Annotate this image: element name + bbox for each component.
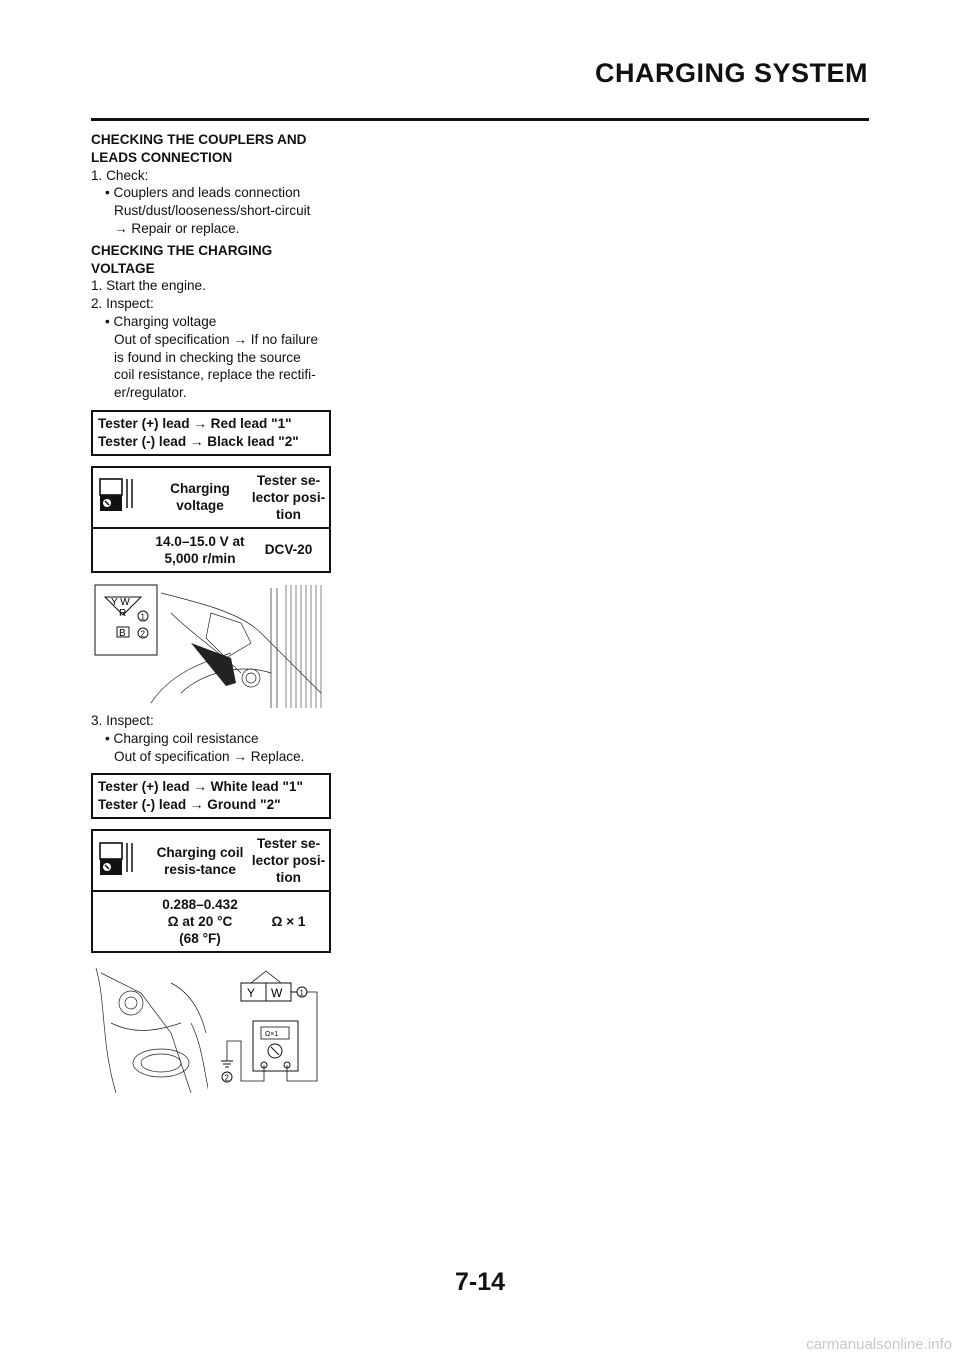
bullet-couplers: • Couplers and leads connection <box>105 185 301 201</box>
step-inspect-3: 3. Inspect: <box>91 712 154 728</box>
multimeter-icon-2 <box>92 830 152 891</box>
tester-plus: Tester (+) lead → Red lead "1" <box>98 415 292 431</box>
text-spec-2: is found in checking the source <box>114 349 301 365</box>
engine-illustration <box>151 588 321 708</box>
tester-minus: Tester (-) lead → Black lead "2" <box>98 433 299 449</box>
value-selector-position-2: Ω × 1 <box>248 891 330 952</box>
value-charging-voltage: 14.0–15.0 V at 5,000 r/min <box>152 528 248 572</box>
value-coil-resistance: 0.288–0.432 Ω at 20 °C (68 °F) <box>152 891 248 952</box>
step-inspect: 2. Inspect: <box>91 296 154 312</box>
section-heading-voltage-2: VOLTAGE <box>91 260 155 276</box>
step-check: 1. Check: <box>91 167 149 183</box>
bullet-charging-voltage: • Charging voltage <box>105 313 217 329</box>
text-repair: → Repair or replace. <box>114 220 240 236</box>
text-spec-4: er/regulator. <box>114 385 187 401</box>
section-heading-couplers: CHECKING THE COUPLERS AND <box>91 132 307 147</box>
text-spec-1: Out of specification → If no failure <box>114 331 319 347</box>
watermark: carmanualsonline.info <box>806 1336 952 1353</box>
lead-y-label: Y <box>247 986 256 1001</box>
main-column <box>91 131 331 1098</box>
lead-b-label: B <box>119 627 126 639</box>
tester-minus-2: Tester (-) lead → Ground "2" <box>98 797 281 813</box>
col-charging-voltage: Charging voltage <box>170 481 230 514</box>
value-selector-position: DCV-20 <box>248 528 330 572</box>
section-heading-voltage: CHECKING THE CHARGING <box>91 242 273 258</box>
spec-table-resistance <box>91 829 331 953</box>
lead-r-label: R <box>119 607 127 619</box>
callout-1b: 1 <box>299 988 304 998</box>
bullet-coil-resistance: • Charging coil resistance <box>105 730 259 746</box>
callout-2: 2 <box>140 629 145 639</box>
figure-coil-resistance <box>91 963 331 1098</box>
stator-illustration <box>96 968 209 1093</box>
multimeter-icon <box>92 467 152 528</box>
col-tester-selector-2: Tester se-lector posi-tion <box>251 836 326 886</box>
header-rule <box>91 118 869 121</box>
meter-range-label: Ω×1 <box>265 1031 279 1039</box>
text-spec-3: coil resistance, replace the rectifi- <box>114 367 316 383</box>
col-tester-selector: Tester se-lector posi-tion <box>251 472 326 522</box>
tester-box-voltage <box>91 410 331 456</box>
callout-2b: 2 <box>224 1073 229 1083</box>
text-replace: Out of specification → Replace. <box>114 748 305 764</box>
text-rust: Rust/dust/looseness/short-circuit <box>114 203 311 219</box>
tester-plus-2: Tester (+) lead → White lead "1" <box>98 779 303 795</box>
callout-1: 1 <box>140 612 145 622</box>
section-heading-couplers-2: LEADS CONNECTION <box>91 149 233 165</box>
col-coil-resistance: Charging coil resis-tance <box>156 844 244 877</box>
spec-table-voltage <box>91 466 331 573</box>
lead-yw-label: Y W <box>111 596 130 608</box>
lead-w-label: W <box>271 986 283 1001</box>
figure-charging-voltage <box>91 583 331 708</box>
page-number: 7-14 <box>454 1268 506 1296</box>
tester-box-resistance <box>91 773 331 819</box>
step-start-engine: 1. Start the engine. <box>91 278 206 294</box>
page-title: CHARGING SYSTEM <box>594 58 868 88</box>
